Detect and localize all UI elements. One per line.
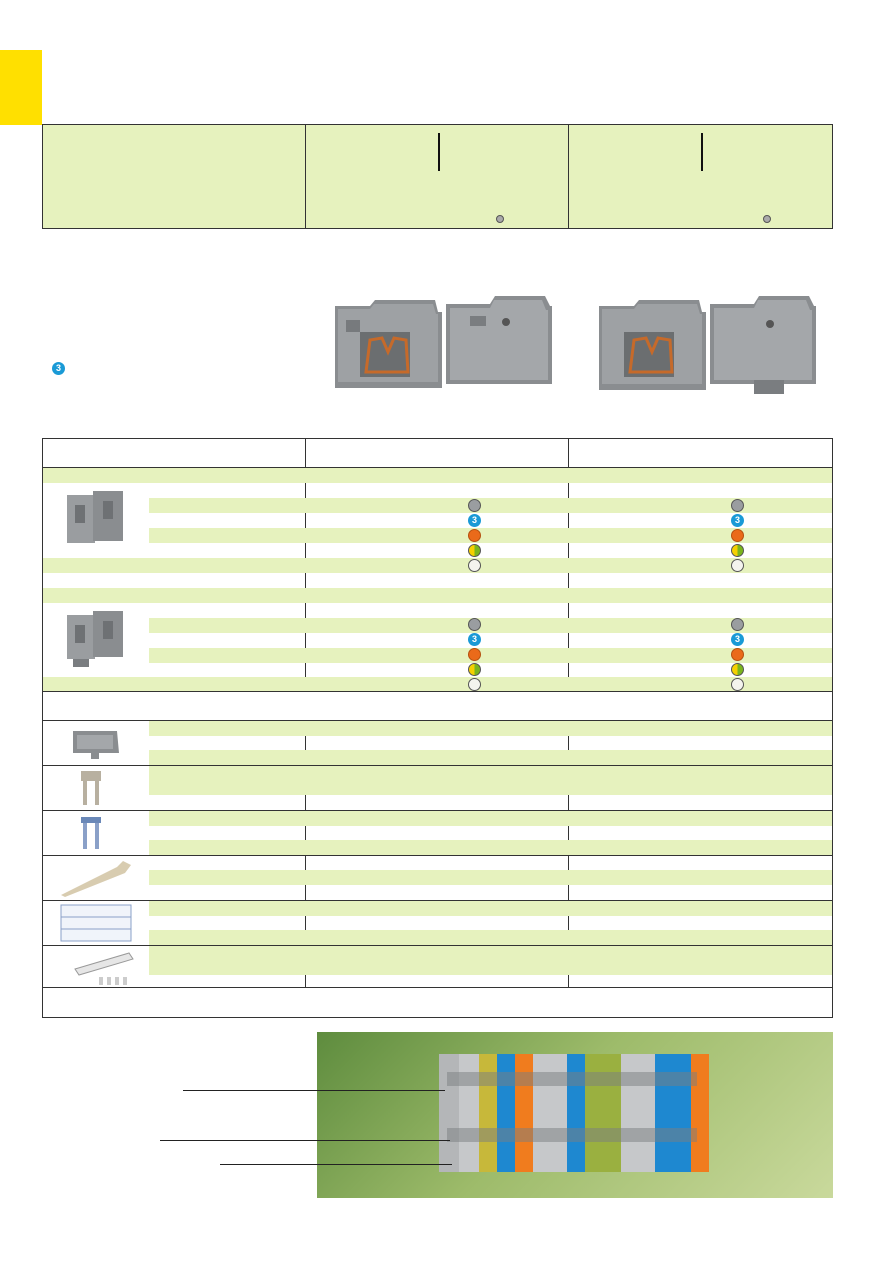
table-row (149, 870, 832, 885)
table-row (43, 677, 832, 692)
terminal-block-with-foot-icon (710, 296, 816, 394)
table-row (149, 618, 832, 633)
terminal-block-pair-foot-icon (63, 607, 129, 669)
marker-strip-icon (65, 947, 137, 987)
table-row (43, 558, 832, 573)
color-dot-white (468, 678, 481, 691)
color-dot-white (731, 559, 744, 572)
table-row (43, 468, 832, 483)
table-row (149, 946, 832, 961)
jumper-blue-icon (77, 813, 107, 853)
terminal-block-photo-right (594, 292, 822, 400)
terminal-block-open-icon (599, 300, 706, 390)
table-row (43, 588, 832, 603)
terminal-block-open-icon (335, 300, 442, 388)
color-dot-grey (468, 618, 481, 631)
table-row (149, 721, 832, 736)
color-dot-blue: 3 (731, 514, 744, 527)
color-dot-yellow-green (731, 663, 744, 676)
color-dot-white (468, 559, 481, 572)
terminal-strip-assembly-photo (317, 1032, 833, 1198)
header-marker-line (701, 133, 703, 171)
color-dot-yellow-green (468, 663, 481, 676)
table-row (149, 930, 832, 945)
callout-line (220, 1164, 452, 1165)
jumper-grey-icon (77, 769, 107, 809)
table-row (149, 750, 832, 765)
approval-icon (763, 215, 771, 223)
operating-tool-icon (57, 857, 137, 899)
approval-icon (496, 215, 504, 223)
color-dot-white (731, 678, 744, 691)
terminal-block-photo-left (330, 292, 558, 398)
callout-line (160, 1140, 450, 1141)
table-row (149, 766, 832, 781)
color-dot-orange (731, 648, 744, 661)
table-row (149, 498, 832, 513)
terminal-strip-icon (317, 1032, 833, 1198)
callout-line (183, 1090, 445, 1091)
color-dot-orange (468, 648, 481, 661)
header-divider (305, 125, 306, 228)
note-number-icon: 3 (52, 362, 65, 375)
color-dot-grey (731, 499, 744, 512)
section-rule (43, 691, 832, 692)
color-dot-yellow-green (468, 544, 481, 557)
table-row (149, 780, 832, 795)
header-divider (568, 125, 569, 228)
color-dot-grey (468, 499, 481, 512)
terminal-block-closed-icon (446, 296, 552, 384)
header-table (42, 124, 833, 229)
end-plate-icon (69, 725, 123, 763)
table-row (149, 960, 832, 975)
color-dot-orange (468, 529, 481, 542)
section-tab-marker (0, 50, 42, 125)
table-row (149, 648, 832, 663)
table-row (149, 840, 832, 855)
table-row (149, 528, 832, 543)
color-dot-yellow-green (731, 544, 744, 557)
terminal-block-pair-icon (63, 487, 129, 547)
color-dot-blue: 3 (468, 633, 481, 646)
header-marker-line (438, 133, 440, 171)
table-row (149, 901, 832, 916)
product-table (42, 438, 833, 1018)
color-dot-grey (731, 618, 744, 631)
color-dot-blue: 3 (731, 633, 744, 646)
marker-card-icon (59, 903, 135, 943)
table-row (149, 811, 832, 826)
group-rule (43, 855, 832, 856)
group-rule (43, 987, 832, 988)
color-dot-blue: 3 (468, 514, 481, 527)
color-dot-orange (731, 529, 744, 542)
